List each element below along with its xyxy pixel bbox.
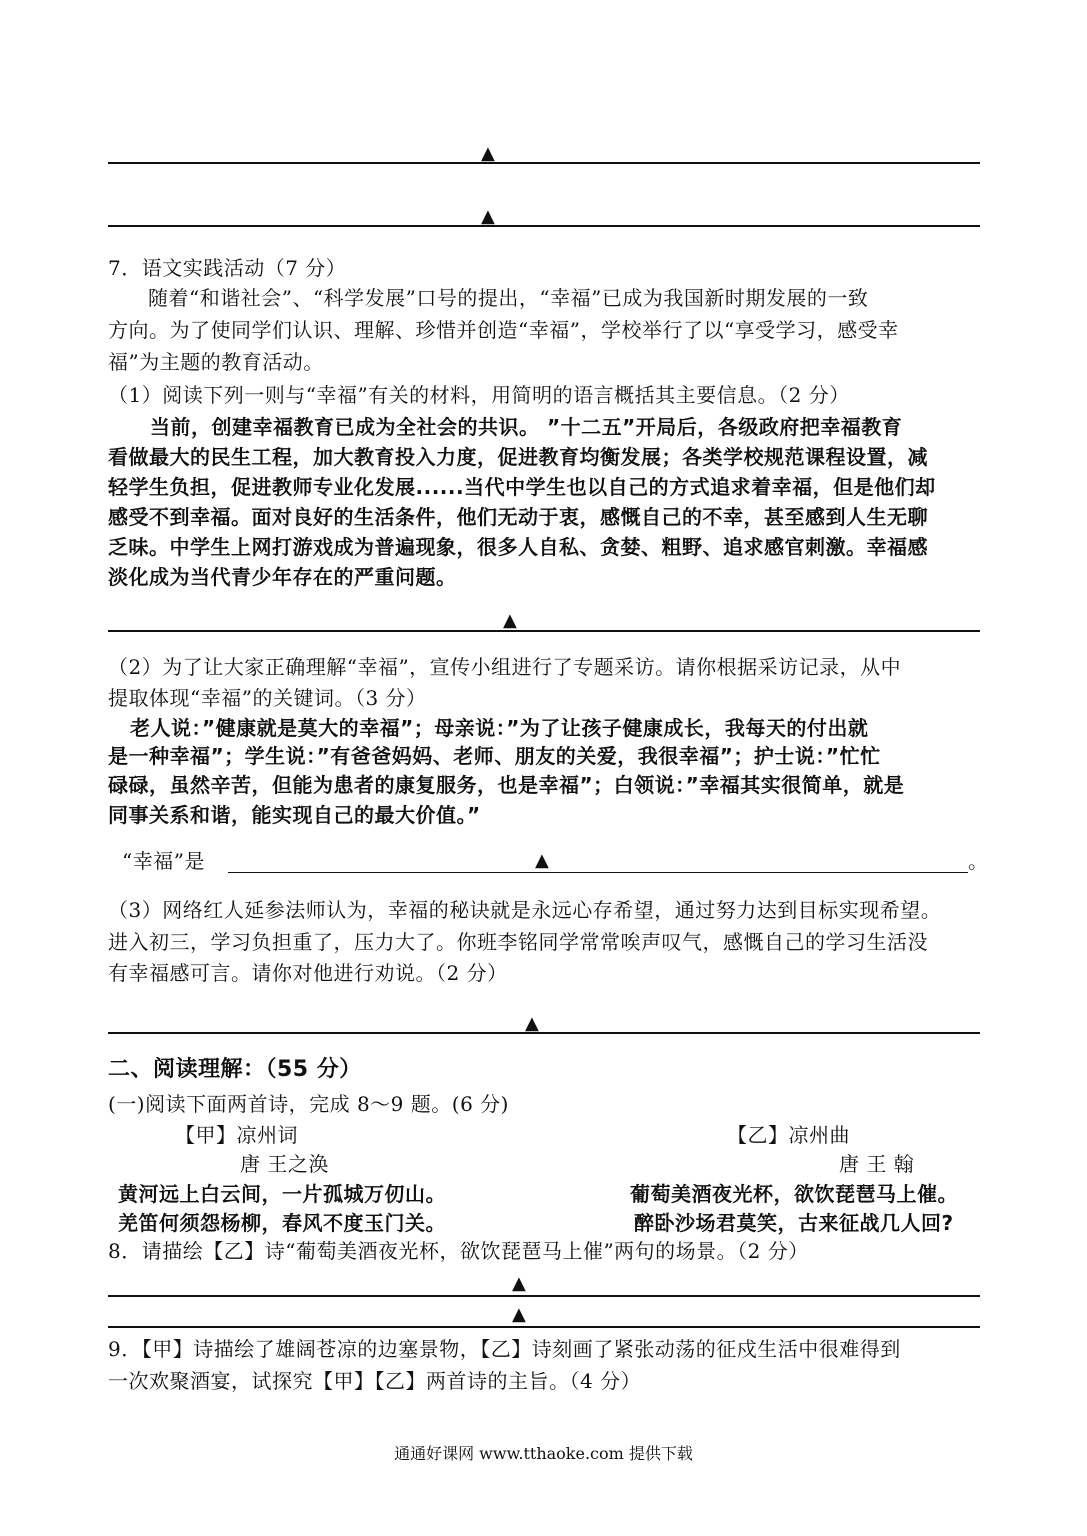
q7-intro-line: 随着“和谐社会”、“科学发展”口号的提出，“幸福”已成为我国新时期发展的一致: [148, 286, 869, 310]
q7-part2-material-line: 碌碌，虽然辛苦，但能为患者的康复服务，也是幸福”；白领说：”幸福其实很简单，就是: [108, 773, 905, 797]
q7-intro-line: 福”为主题的教育活动。: [108, 350, 324, 374]
poem-b-title: 【乙】凉州曲: [727, 1123, 850, 1147]
q7-part2-answer-suffix: 。: [968, 849, 989, 873]
answer-line: [108, 630, 980, 632]
q9-question-line: 9．【甲】诗描绘了雄阔苍凉的边塞景物，【乙】诗刻画了紧张动荡的征戍生活中很难得到: [108, 1337, 901, 1361]
q7-part1-material-line: 当前，创建幸福教育已成为全社会的共识。 ”十二五”开局后，各级政府把幸福教育: [150, 415, 903, 439]
q7-part1-material-line: 轻学生负担，促进教师专业化发展......当代中学生也以自己的方式追求着幸福，但是他们却: [108, 475, 936, 499]
poem-a-author: 唐 王之涣: [240, 1152, 329, 1176]
answer-line: [108, 1326, 980, 1328]
poem-b-author: 唐 王 翰: [839, 1152, 915, 1176]
answer-marker: ▲: [525, 1013, 539, 1034]
q7-part1-material-line: 乏味。中学生上网打游戏成为普遍现象，很多人自私、贪婪、粗野、追求感官刺激。幸福感: [108, 535, 928, 559]
section-heading: 二、阅读理解：（55 分）: [108, 1057, 362, 1082]
answer-line: [108, 162, 980, 164]
poem-a-title: 【甲】凉州词: [175, 1123, 298, 1147]
q7-part2-answer-prefix: “幸福”是: [122, 849, 205, 873]
answer-blank-line[interactable]: [228, 872, 968, 873]
q7-part1-question: （1）阅读下列一则与“幸福”有关的材料，用简明的语言概括其主要信息。（2 分）: [108, 383, 850, 407]
q7-part1-material-line: 看做最大的民生工程，加大教育投入力度，促进教育均衡发展；各类学校规范课程设置，减: [108, 445, 928, 469]
q7-part3-question-line: （3）网络红人延参法师认为，幸福的秘诀就是永远心存希望，通过努力达到目标实现希望。: [108, 898, 942, 922]
answer-line: [108, 1032, 980, 1034]
answer-line: [108, 225, 980, 227]
q7-part2-question-line: （2）为了让大家正确理解“幸福”，宣传小组进行了专题采访。请你根据采访记录，从中: [108, 655, 902, 679]
page-footer: 通通好课网 www.tthaoke.com 提供下载: [394, 1444, 693, 1463]
q7-part1-material-line: 淡化成为当代青少年存在的严重问题。: [108, 565, 457, 589]
answer-marker: ▲: [512, 1304, 526, 1325]
poem-a-line: 黄河远上白云间，一片孤城万仞山。: [118, 1182, 446, 1206]
q7-part2-material-line: 是一种幸福”；学生说：”有爸爸妈妈、老师、朋友的关爱，我很幸福”；护士说：”忙忙: [108, 744, 881, 768]
q7-part2-question-line: 提取体现“幸福”的关键词。（3 分）: [108, 686, 427, 710]
answer-marker: ▲: [503, 610, 517, 631]
part-instruction: (一)阅读下面两首诗，完成 8～9 题。(6 分): [108, 1092, 509, 1116]
poem-b-line: 葡萄美酒夜光杯，欲饮琵琶马上催。: [630, 1182, 958, 1206]
q7-intro-line: 方向。为了使同学们认识、理解、珍惜并创造“幸福”，学校举行了以“享受学习，感受幸: [108, 318, 899, 342]
q8-question: 8．请描绘【乙】诗“葡萄美酒夜光杯，欲饮琵琶马上催”两句的场景。（2 分）: [108, 1239, 809, 1263]
answer-marker: ▲: [512, 1273, 526, 1294]
poem-b-line: 醉卧沙场君莫笑，古来征战几人回?: [634, 1211, 954, 1235]
answer-marker: ▲: [481, 143, 495, 164]
q7-title: 7．语文实践活动（7 分）: [108, 256, 347, 280]
q7-part1-material-line: 感受不到幸福。面对良好的生活条件，他们无动于衷，感慨自己的不幸，甚至感到人生无聊: [108, 505, 928, 529]
q9-question-line: 一次欢聚酒宴，试探究【甲】【乙】两首诗的主旨。（4 分）: [108, 1369, 642, 1393]
answer-marker: ▲: [535, 850, 549, 871]
q7-part3-question-line: 有幸福感可言。请你对他进行劝说。（2 分）: [108, 961, 508, 985]
poem-a-line: 羌笛何须怨杨柳，春风不度玉门关。: [118, 1211, 446, 1235]
answer-line: [108, 1295, 980, 1297]
q7-part2-material-line: 老人说：”健康就是莫大的幸福”；母亲说：”为了让孩子健康成长，我每天的付出就: [130, 716, 869, 740]
q7-part3-question-line: 进入初三，学习负担重了，压力大了。你班李铭同学常常唉声叹气，感慨自己的学习生活没: [108, 930, 928, 954]
answer-marker: ▲: [481, 206, 495, 227]
q7-part2-material-line: 同事关系和谐，能实现自己的最大价值。”: [108, 803, 481, 827]
